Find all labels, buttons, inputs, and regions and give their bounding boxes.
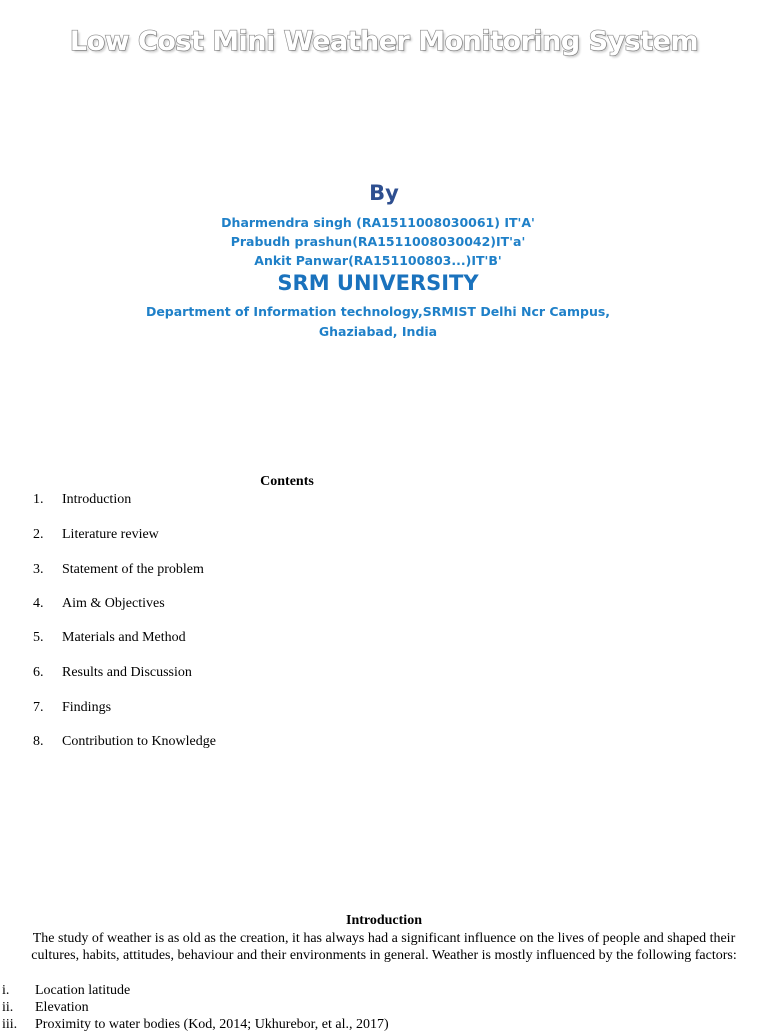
contents-item-label: Materials and Method: [62, 630, 186, 645]
department-line: Ghaziabad, India: [318, 324, 438, 339]
contents-heading: Contents: [260, 474, 314, 489]
author-list: [0, 213, 756, 270]
contents-item-number: 6.: [33, 665, 44, 680]
author-line: Dharmendra singh (RA1511008030061) IT'A': [221, 215, 535, 230]
university-name: SRM UNIVERSITY: [277, 271, 479, 295]
factor-label: Location latitude: [35, 983, 131, 998]
contents-item-number: 7.: [33, 700, 44, 715]
contents-item-number: 2.: [33, 527, 44, 542]
introduction-heading: Introduction: [346, 913, 422, 928]
department-block: [0, 302, 756, 342]
contents-item-number: 3.: [33, 562, 44, 577]
contents-item-number: 4.: [33, 596, 44, 611]
factor-number: ii.: [2, 1000, 14, 1015]
introduction-paragraph: The study of weather is as old as the creation, it has always had a significant influence on the lives of people and shaped their cultures, habits, attitudes, behaviour and their environments in general. Weather is mostly influenced by the following factors:: [31, 931, 737, 963]
contents-item-number: 8.: [33, 734, 44, 749]
author-line: Prabudh prashun(RA1511008030042)IT'a': [230, 234, 526, 249]
department-line: Department of Information technology,SRMIST Delhi Ncr Campus,: [145, 304, 611, 319]
contents-item-number: 1.: [33, 492, 44, 507]
contents-item-label: Contribution to Knowledge: [62, 734, 216, 749]
factor-number: i.: [2, 983, 10, 998]
contents-item-number: 5.: [33, 630, 44, 645]
contents-item-label: Literature review: [62, 527, 159, 542]
by-heading: By: [369, 181, 399, 205]
factor-number: iii.: [2, 1017, 18, 1032]
contents-item-label: Statement of the problem: [62, 562, 204, 577]
factor-label: Proximity to water bodies (Kod, 2014; Ukhurebor, et al., 2017): [35, 1017, 389, 1032]
contents-item-label: Findings: [62, 700, 112, 715]
contents-item-label: Results and Discussion: [62, 665, 192, 680]
document-title: Low Cost Mini Weather Monitoring System: [69, 26, 699, 57]
factor-label: Elevation: [35, 1000, 89, 1015]
contents-item-label: Aim & Objectives: [62, 596, 165, 611]
author-line: Ankit Panwar(RA151100803...)IT'B': [254, 253, 502, 268]
contents-item-label: Introduction: [62, 492, 132, 507]
